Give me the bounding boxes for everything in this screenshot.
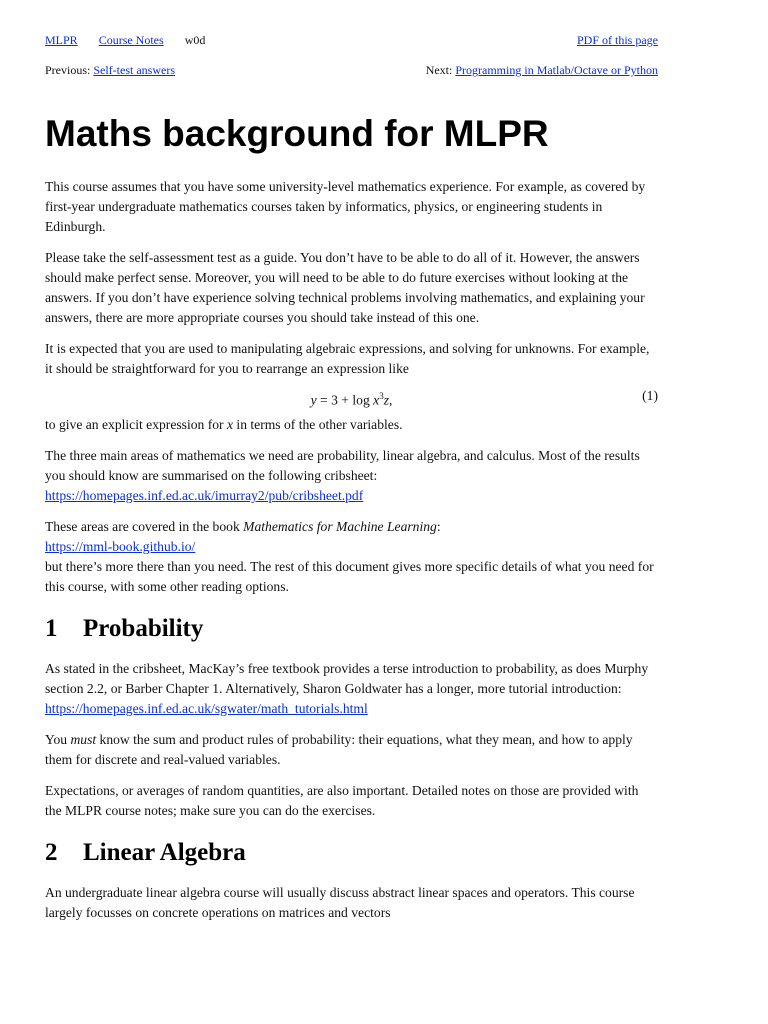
- intro-paragraph-1: This course assumes that you have some university-level mathematics experience. For example, as covered by first-year undergraduate mathematics courses taken by informatics, physics, or engineering students in Edinburgh.: [45, 179, 646, 234]
- next-link[interactable]: Programming in Matlab/Octave or Python: [455, 63, 658, 77]
- probability-paragraph-2: [45, 730, 658, 770]
- section-number: 1: [45, 615, 58, 642]
- cribsheet-link[interactable]: https://homepages.inf.ed.ac.uk/imurray2/pub/cribsheet.pdf: [45, 488, 364, 503]
- next-label: Next:: [425, 63, 453, 77]
- math-tutorials-link[interactable]: https://homepages.inf.ed.ac.uk/sgwater/math_tutorials.html: [45, 701, 368, 716]
- document-body: [45, 177, 658, 934]
- text-span: You: [45, 732, 71, 747]
- home-link[interactable]: MLPR: [45, 33, 78, 47]
- equation-expression: $y = 3 + \log x^3z$,: [310, 391, 393, 408]
- section-heading-probability: [45, 613, 658, 645]
- book-title: Mathematics for Machine Learning: [243, 519, 437, 534]
- text-span: but there’s more there than you need. The rest of this document gives more specific details of what you need for this course, with some other reading options.: [45, 559, 654, 594]
- equation-number: (1): [642, 388, 658, 403]
- probability-paragraph-3: Expectations, or averages of random quantities, are also important. Detailed notes on those are provided with the MLPR course notes; make sure you can do the exercises.: [45, 783, 639, 818]
- mml-book-link[interactable]: https://mml-book.github.io/: [45, 539, 196, 554]
- previous-link[interactable]: Self-test answers: [93, 63, 175, 77]
- text-span: to give an explicit expression for: [45, 417, 227, 432]
- text-span: in terms of the other variables.: [233, 417, 403, 432]
- equation-1: [45, 386, 658, 408]
- section-title: Probability: [83, 615, 204, 642]
- text-span: :: [436, 519, 441, 534]
- text-span: These areas are covered in the book: [45, 519, 244, 534]
- section-heading-linear-algebra: [45, 837, 658, 869]
- pdf-link[interactable]: PDF of this page: [577, 33, 658, 47]
- intro-paragraph-6: [45, 517, 658, 597]
- text-span: The three main areas of mathematics we need are probability, linear algebra, and calculus. Most of the results you should know are summarised on the following cribsheet:: [45, 448, 640, 483]
- intro-paragraph-2: Please take the self-assessment test as a guide. You don’t have to be able to do all of it. However, the answers should make perfect sense. Moreover, you will need to be able to do future exercises without looking at the answers. If you don’t have experience solving technical problems involving mathematics, and explaining your answers, there are more appropriate courses you should take instead of this one.: [45, 250, 645, 325]
- text-span: know the sum and product rules of probability: their equations, what they mean, and how to apply them for discrete and real-valued variables.: [45, 732, 633, 767]
- intro-paragraph-5: [45, 446, 658, 506]
- previous-nav: [45, 63, 175, 77]
- top-navigation: [45, 30, 658, 48]
- prev-next-navigation: [45, 60, 658, 78]
- next-nav: [426, 60, 658, 80]
- emphasis-must: must: [70, 732, 97, 747]
- previous-label: Previous:: [45, 63, 91, 77]
- intro-paragraph-4: [45, 415, 658, 435]
- text-span: As stated in the cribsheet, MacKay’s free textbook provides a terse introduction to probability, as does Murphy section 2.2, or Barber Chapter 1. Alternatively, Sharon Goldwater has a longer, more tutorial introduction:: [45, 661, 649, 696]
- course-notes-link[interactable]: Course Notes: [98, 33, 164, 47]
- probability-paragraph-1: [45, 659, 658, 719]
- linear-algebra-paragraph-1: An undergraduate linear algebra course will usually discuss abstract linear spaces and operators. This course largely focusses on concrete operations on matrices and vectors: [45, 885, 635, 920]
- page-title: Maths background for MLPR: [45, 113, 549, 154]
- variable-x: x: [226, 417, 234, 432]
- intro-paragraph-3: It is expected that you are used to manipulating algebraic expressions, and solving for unknowns. For example, it should be straightforward for you to rearrange an expression like: [45, 341, 650, 376]
- section-number: 2: [45, 839, 58, 866]
- section-title: Linear Algebra: [83, 839, 246, 866]
- week-label: w0d: [184, 33, 206, 47]
